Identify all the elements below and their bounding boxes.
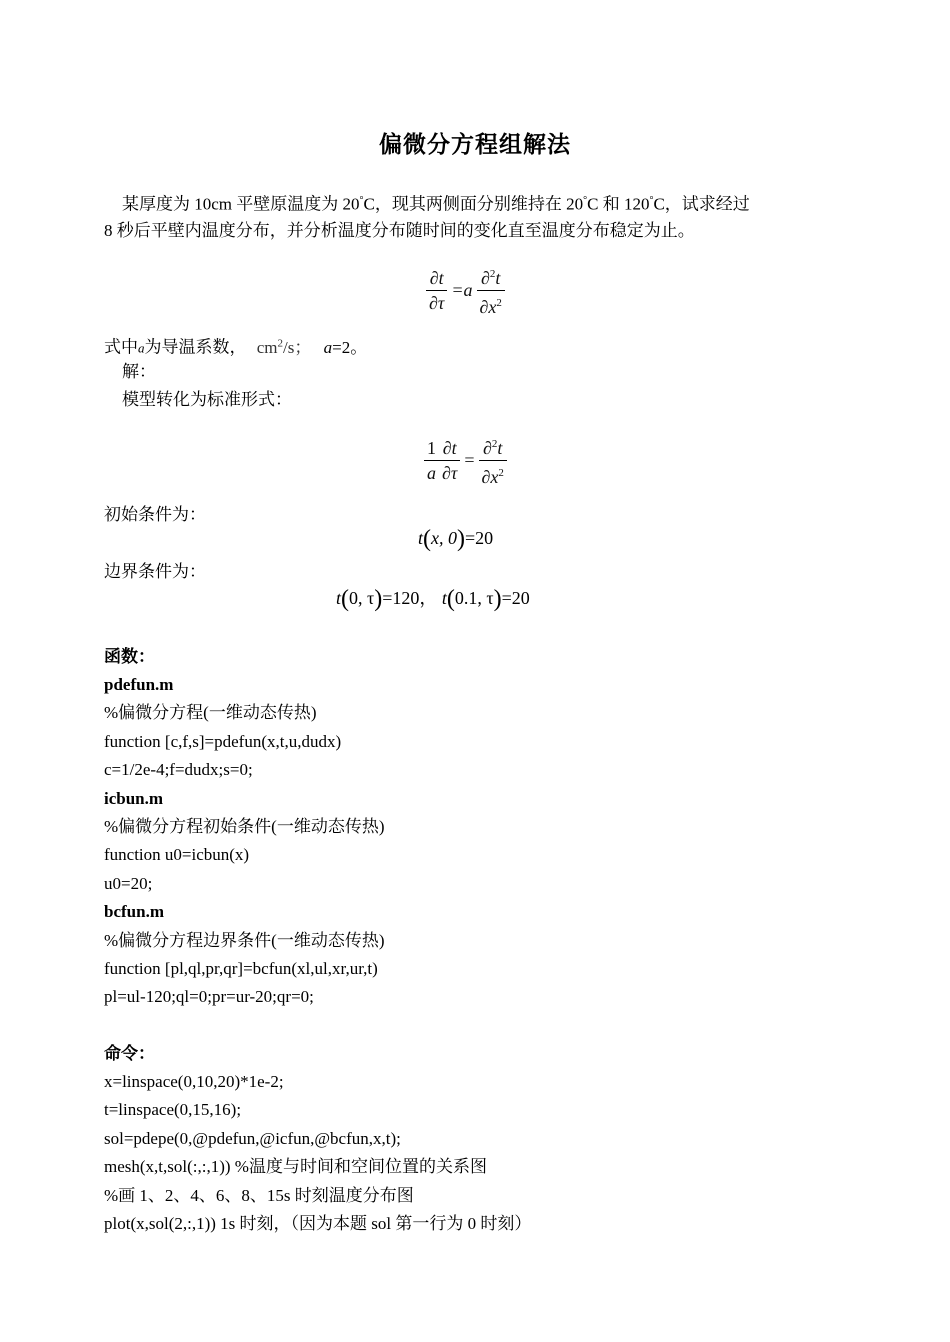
command-line: %画 1、2、4、6、8、15s 时刻温度分布图: [104, 1185, 414, 1205]
code-line: function [pl,ql,pr,qr]=bcfun(xl,ul,xr,ur,t): [104, 959, 378, 978]
functions-heading: 函数：: [104, 647, 155, 666]
code-line: pl=ul-120;ql=0;pr=ur-20;qr=0;: [104, 987, 314, 1007]
command-line: x=linspace(0,10,20)*1e-2;: [104, 1072, 284, 1091]
code-line: c=1/2e-4;f=dudx;s=0;: [104, 760, 253, 780]
coefficient-note: 式中a为导温系数， $cm^2/s$； a=2。: [104, 337, 368, 357]
boundary-condition-equation: t(0, τ)=120， t(0.1, τ)=20: [336, 586, 530, 612]
command-line: t=linspace(0,15,16);: [104, 1100, 242, 1120]
code-line: function u0=icbun(x): [104, 845, 250, 865]
boundary-condition-label: 边界条件为：: [104, 562, 206, 581]
code-file-name: pdefun.m: [104, 675, 174, 694]
solution-label: 解：: [122, 362, 156, 381]
commands-heading: 命令：: [104, 1044, 155, 1063]
code-line: function [c,f,s]=pdefun(x,t,u,dudx): [104, 731, 342, 751]
command-line: mesh(x,t,sol(:,:,1)) %温度与时间和空间位置的关系图: [104, 1157, 487, 1177]
initial-condition-equation: t(x, 0)=20: [418, 526, 494, 552]
standard-form-equation: $\frac{1}{a}$ $\frac{\partial t}{\partial\tau}$ = $\frac{\partial^2t}{\partial x^2}$: [424, 432, 507, 489]
problem-statement-line2: 8 秒后平壁内温度分布，并分析温度分布随时间的变化直至温度分布稳定为止。: [104, 221, 695, 240]
heat-equation: $\frac{\partial t}{\partial\tau}$ =a $\frac{\partial^2t}{\partial x^2}$: [426, 262, 505, 319]
command-line: sol=pdepe(0,@pdefun,@icfun,@bcfun,x,t);: [104, 1128, 401, 1148]
page-title: 偏微分方程组解法: [379, 132, 571, 157]
model-label: 模型转化为标准形式：: [122, 390, 292, 409]
code-line: %偏微分方程初始条件(一维动态传热): [104, 817, 385, 836]
code-line: u0=20;: [104, 873, 153, 893]
command-line: plot(x,sol(2,:,1)) 1s 时刻，（因为本题 sol 第一行为 0 时刻）: [104, 1214, 532, 1233]
code-file-name: bcfun.m: [104, 902, 164, 922]
initial-condition-label: 初始条件为：: [104, 505, 206, 524]
code-line: %偏微分方程边界条件(一维动态传热): [104, 930, 385, 950]
code-line: %偏微分方程(一维动态传热): [104, 703, 317, 723]
problem-statement: 某厚度为 10cm 平壁原温度为 20°C，现其两侧面分别维持在 20°C 和 120°C，试求经过: [122, 194, 750, 214]
code-file-name: icbun.m: [104, 788, 164, 808]
